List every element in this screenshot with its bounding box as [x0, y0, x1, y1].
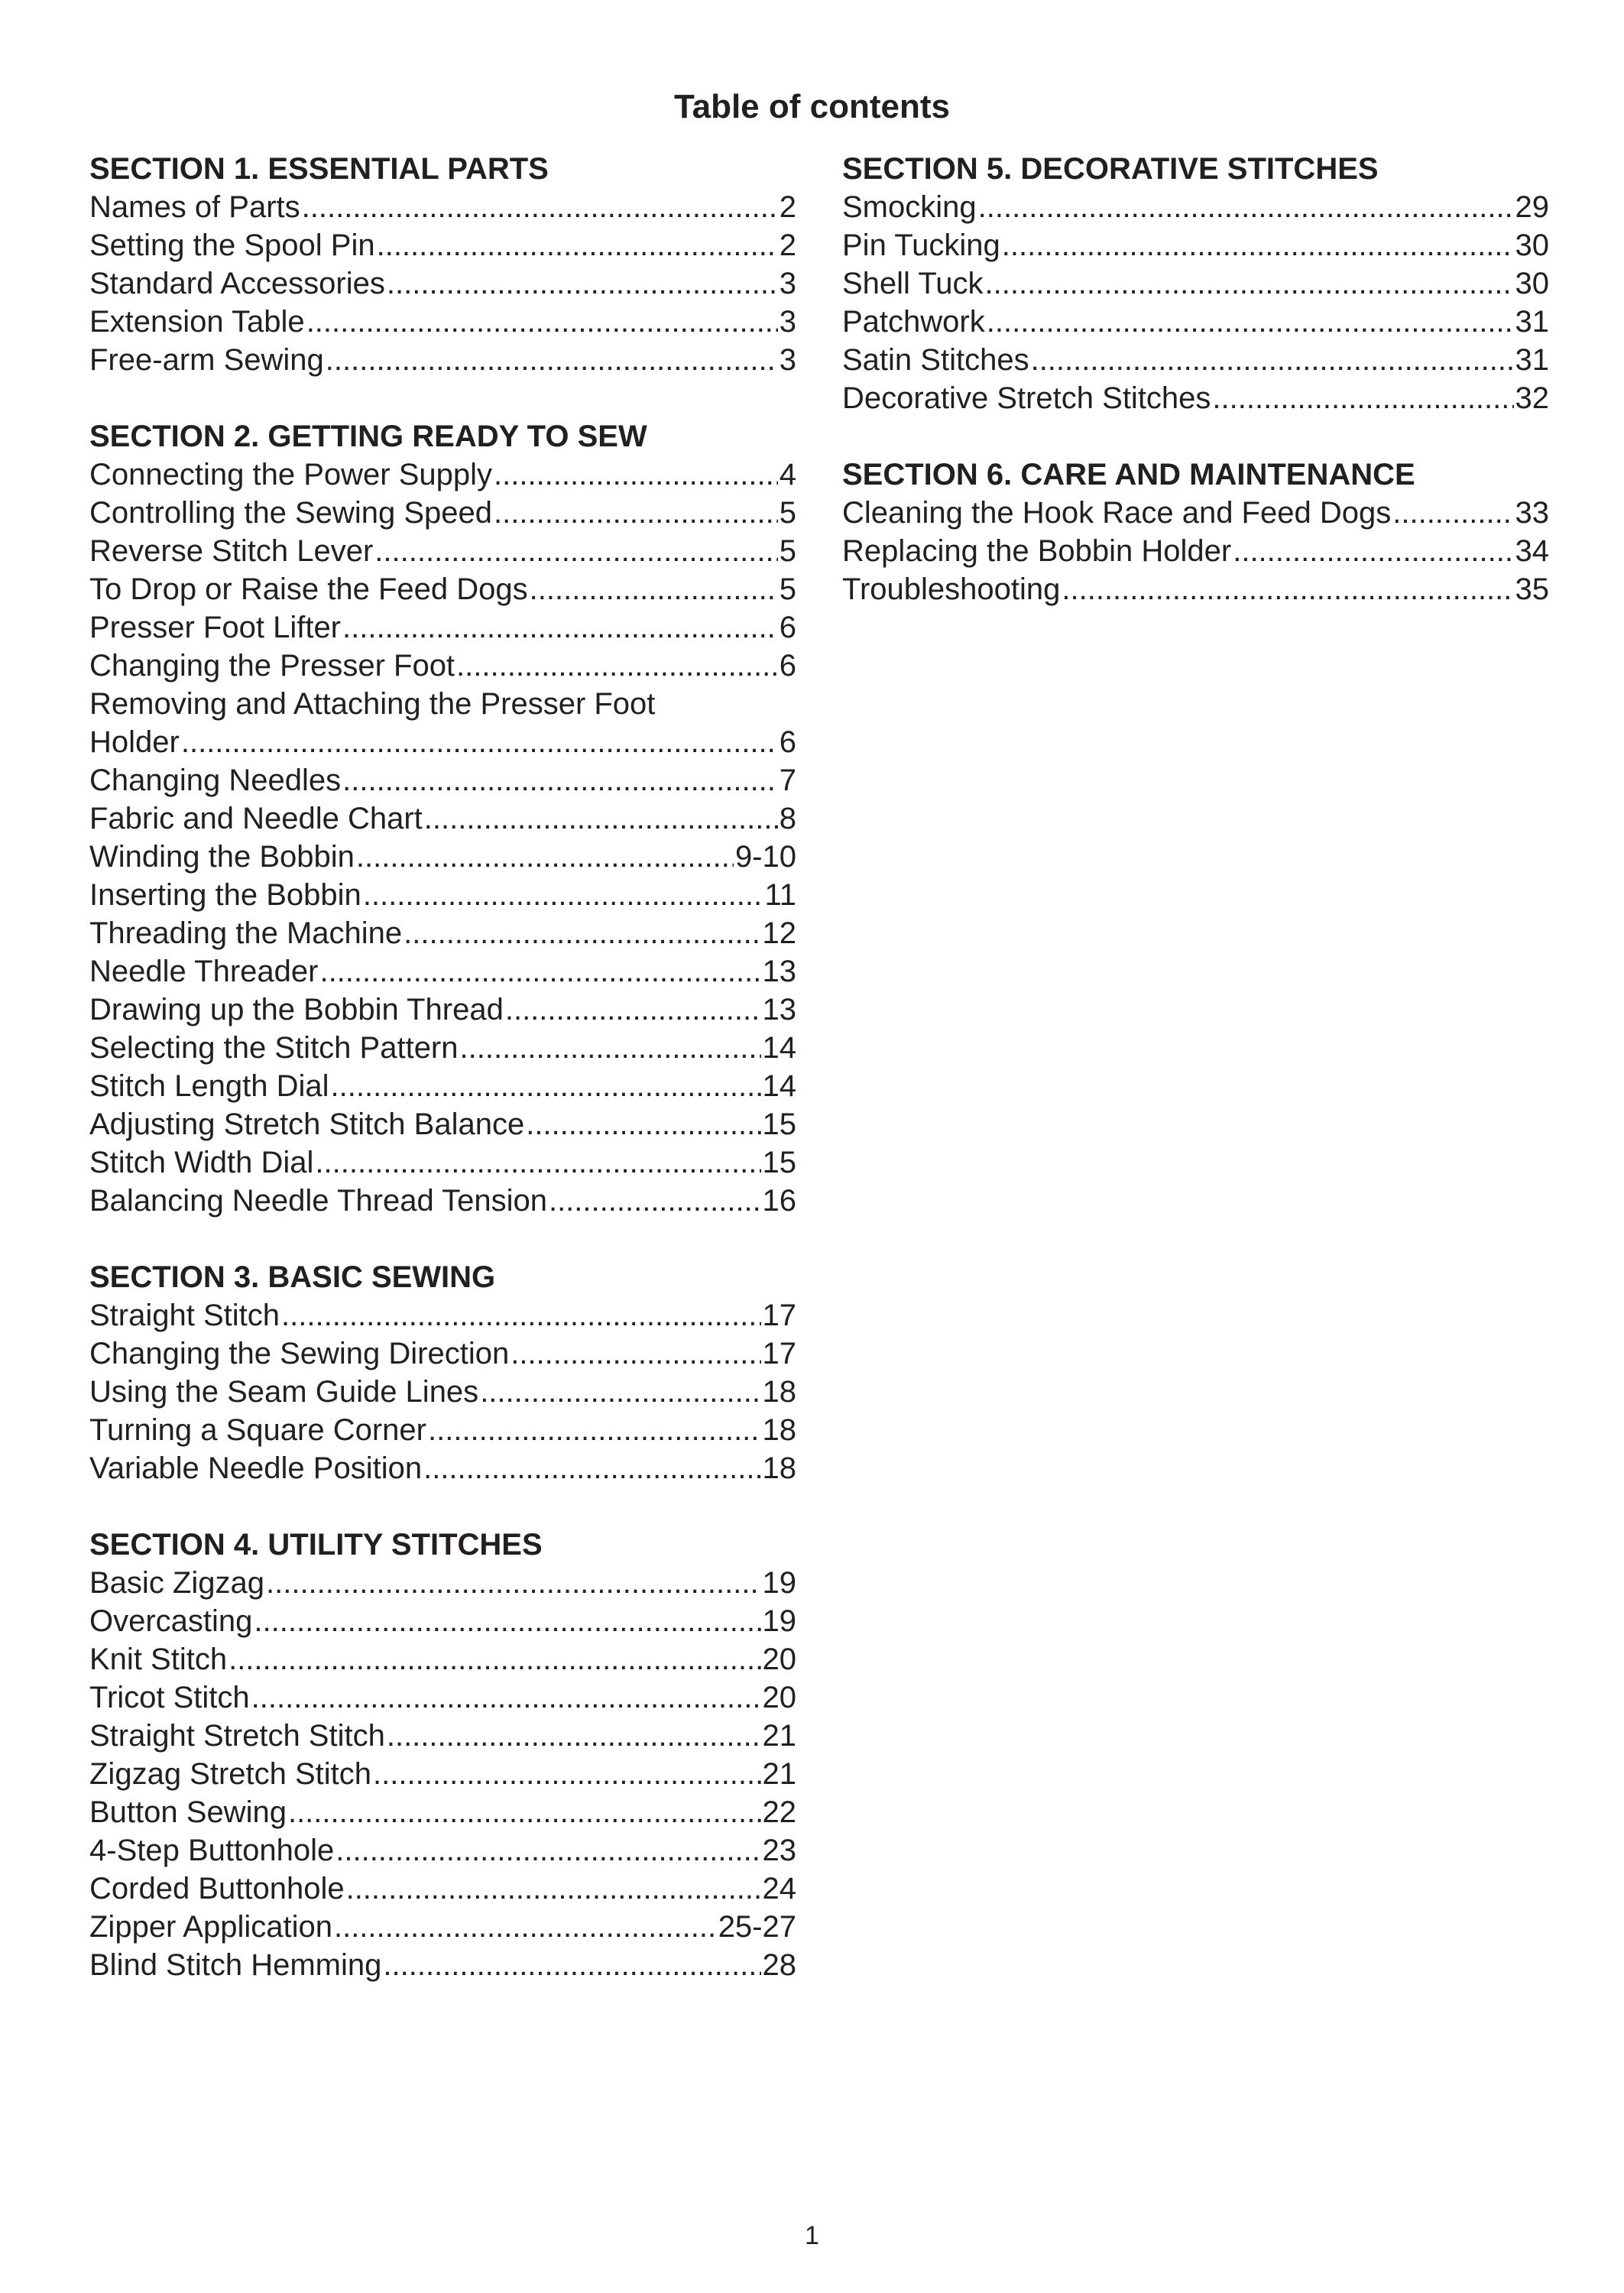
- toc-entry-title: Smocking: [842, 190, 977, 224]
- toc-entry[interactable]: [89, 1067, 796, 1105]
- toc-entry[interactable]: [89, 1717, 796, 1755]
- toc-entry[interactable]: [89, 1678, 796, 1717]
- dot-leader: [511, 1335, 760, 1373]
- toc-entry-page: 34: [1515, 534, 1549, 568]
- toc-entry-page: 28: [762, 1948, 796, 1982]
- toc-entry-page: 12: [762, 916, 796, 950]
- toc-entry[interactable]: [89, 1029, 796, 1067]
- toc-entry-page: 31: [1515, 343, 1549, 377]
- toc-entry-page: 5: [779, 534, 796, 568]
- toc-entry-title: Turning a Square Corner: [89, 1413, 426, 1447]
- toc-entry-title: Fabric and Needle Chart: [89, 802, 423, 835]
- toc-entry-page: 21: [762, 1757, 796, 1791]
- toc-entry-title: Stitch Length Dial: [89, 1069, 329, 1103]
- section-heading: SECTION 4. UTILITY STITCHES: [89, 1528, 543, 1562]
- dot-leader: [456, 647, 778, 685]
- toc-entry[interactable]: [89, 264, 796, 303]
- toc-section: [842, 456, 1549, 608]
- toc-entry[interactable]: [842, 226, 1549, 264]
- toc-entry[interactable]: [89, 991, 796, 1029]
- toc-entry-title: Balancing Needle Thread Tension: [89, 1184, 547, 1218]
- dot-leader: [424, 799, 778, 838]
- toc-entry-title: Controlling the Sewing Speed: [89, 496, 493, 530]
- toc-entry-title: Presser Foot Lifter: [89, 611, 342, 644]
- toc-entry-page: 18: [762, 1375, 796, 1409]
- toc-entry[interactable]: [89, 761, 796, 799]
- dot-leader: [302, 188, 778, 226]
- toc-entry-page: 17: [762, 1299, 796, 1332]
- toc-entry[interactable]: [842, 188, 1549, 226]
- toc-section: [89, 150, 796, 379]
- toc-entry-page: 14: [762, 1031, 796, 1065]
- toc-entry[interactable]: [89, 303, 796, 341]
- toc-entry-title: Stitch Width Dial: [89, 1146, 314, 1179]
- toc-entry[interactable]: [89, 188, 796, 226]
- dot-leader: [281, 1296, 760, 1335]
- toc-entry-page: 33: [1515, 496, 1549, 530]
- toc-entry-page: 20: [762, 1681, 796, 1714]
- toc-entry[interactable]: [89, 1411, 796, 1449]
- toc-entry-title: Threading the Machine: [89, 916, 403, 950]
- toc-entry-title: To Drop or Raise the Feed Dogs: [89, 572, 528, 606]
- toc-entry[interactable]: [89, 1373, 796, 1411]
- toc-entry[interactable]: [89, 1143, 796, 1182]
- dot-leader: [306, 303, 778, 341]
- toc-entry-page: 30: [1515, 267, 1549, 300]
- toc-entry[interactable]: [89, 570, 796, 608]
- dot-leader: [319, 952, 760, 991]
- toc-entry[interactable]: [89, 494, 796, 532]
- toc-entry-title: Blind Stitch Hemming: [89, 1948, 382, 1982]
- toc-entry-page: 3: [779, 343, 796, 377]
- toc-entry-title: Free-arm Sewing: [89, 343, 324, 377]
- toc-entry[interactable]: [842, 494, 1549, 532]
- toc-entry-page: 11: [764, 878, 796, 912]
- dot-leader: [251, 1678, 761, 1717]
- dot-leader: [387, 1717, 761, 1755]
- dot-leader: [346, 1870, 761, 1908]
- toc-entry-page: 7: [779, 764, 796, 797]
- dot-leader: [549, 1182, 761, 1220]
- toc-entry-title: Winding the Bobbin: [89, 840, 355, 874]
- toc-entry-page: 5: [779, 572, 796, 606]
- toc-entry-title: Connecting the Power Supply: [89, 458, 492, 491]
- toc-entry-page: 18: [762, 1451, 796, 1485]
- toc-entry[interactable]: [89, 914, 796, 952]
- toc-entry-title: Straight Stretch Stitch: [89, 1719, 385, 1753]
- dot-leader: [526, 1105, 760, 1143]
- toc-entry-title: Pin Tucking: [842, 229, 1000, 262]
- toc-entry[interactable]: [842, 532, 1549, 570]
- dot-leader: [315, 1143, 760, 1182]
- toc-entry[interactable]: [89, 838, 796, 876]
- toc-entry-title: Selecting the Stitch Pattern: [89, 1031, 459, 1065]
- dot-leader: [334, 1908, 717, 1946]
- toc-entry-page: 20: [762, 1643, 796, 1676]
- toc-entry[interactable]: [89, 1564, 796, 1602]
- dot-leader: [288, 1793, 761, 1831]
- toc-entry-title: Troubleshooting: [842, 572, 1061, 606]
- dot-leader: [985, 264, 1514, 303]
- toc-entry-page: 19: [762, 1604, 796, 1638]
- toc-entry-title: Straight Stitch: [89, 1299, 280, 1332]
- toc-left-column: [89, 150, 796, 2022]
- dot-leader: [342, 608, 778, 647]
- toc-entry-page: 29: [1515, 190, 1549, 224]
- toc-entry[interactable]: [89, 1793, 796, 1831]
- toc-entry-title: Variable Needle Position: [89, 1451, 423, 1485]
- toc-right-column: [842, 150, 1549, 647]
- toc-entry-page: 6: [779, 725, 796, 759]
- section-heading: SECTION 1. ESSENTIAL PARTS: [89, 152, 549, 186]
- toc-entry-title: Zipper Application: [89, 1910, 332, 1944]
- toc-entry-page: 22: [762, 1795, 796, 1829]
- dot-leader: [1233, 532, 1513, 570]
- toc-entry-title: Decorative Stretch Stitches: [842, 381, 1211, 415]
- toc-entry[interactable]: [89, 952, 796, 991]
- toc-entry-title: Adjusting Stretch Stitch Balance: [89, 1108, 525, 1141]
- dot-leader: [356, 838, 734, 876]
- dot-leader: [377, 226, 778, 264]
- toc-entry[interactable]: [89, 1449, 796, 1487]
- toc-entry-page: 25-27: [718, 1910, 796, 1944]
- toc-entry[interactable]: [89, 1335, 796, 1373]
- dot-leader: [1002, 226, 1514, 264]
- section-heading: SECTION 6. CARE AND MAINTENANCE: [842, 458, 1415, 491]
- toc-entry-title: Cleaning the Hook Race and Feed Dogs: [842, 496, 1392, 530]
- toc-entry-page: 6: [779, 611, 796, 644]
- toc-entry[interactable]: [89, 1296, 796, 1335]
- toc-entry-page: 24: [762, 1872, 796, 1905]
- toc-entry[interactable]: [89, 341, 796, 379]
- toc-entry-title: Setting the Spool Pin: [89, 229, 375, 262]
- toc-entry[interactable]: [89, 876, 796, 914]
- toc-entry[interactable]: [89, 1946, 796, 1984]
- toc-entry-page: 23: [762, 1834, 796, 1867]
- toc-entry[interactable]: [89, 1602, 796, 1640]
- toc-entry-title: Holder: [89, 725, 180, 759]
- dot-leader: [494, 494, 778, 532]
- toc-entry[interactable]: [89, 532, 796, 570]
- toc-entry-page: 6: [779, 649, 796, 683]
- dot-leader: [181, 723, 778, 761]
- toc-entry-page: 2: [779, 190, 796, 224]
- toc-entry-page: 15: [762, 1146, 796, 1179]
- dot-leader: [383, 1946, 760, 1984]
- dot-leader: [229, 1640, 760, 1678]
- toc-entry-page: 3: [779, 305, 796, 339]
- toc-entry-title: Tricot Stitch: [89, 1681, 250, 1714]
- toc-entry-page: 16: [762, 1184, 796, 1218]
- toc-entry-title: Standard Accessories: [89, 267, 385, 300]
- toc-entry-title: Needle Threader: [89, 955, 319, 988]
- dot-leader: [1031, 341, 1514, 379]
- toc-entry[interactable]: [89, 1908, 796, 1946]
- toc-entry-title: Satin Stitches: [842, 343, 1029, 377]
- toc-entry-title-line[interactable]: Removing and Attaching the Presser Foot: [89, 687, 656, 721]
- toc-entry-page: 8: [779, 802, 796, 835]
- dot-leader: [423, 1449, 760, 1487]
- toc-section: [89, 1526, 796, 1984]
- dot-leader: [342, 761, 778, 799]
- toc-entry-title: Changing Needles: [89, 764, 342, 797]
- toc-section: [842, 150, 1549, 417]
- toc-entry[interactable]: [89, 647, 796, 685]
- toc-entry-title: Using the Seam Guide Lines: [89, 1375, 479, 1409]
- section-heading: SECTION 2. GETTING READY TO SEW: [89, 420, 647, 453]
- dot-leader: [404, 914, 760, 952]
- toc-entry-title: Names of Parts: [89, 190, 300, 224]
- dot-leader: [266, 1564, 761, 1602]
- toc-entry-page: 19: [762, 1566, 796, 1600]
- toc-entry-page: 21: [762, 1719, 796, 1753]
- dot-leader: [1062, 570, 1513, 608]
- toc-section: [89, 417, 796, 1220]
- toc-entry[interactable]: [89, 226, 796, 264]
- toc-entry-title: Reverse Stitch Lever: [89, 534, 374, 568]
- toc-entry-title: Changing the Presser Foot: [89, 649, 455, 683]
- dot-leader: [428, 1411, 761, 1449]
- dot-leader: [494, 456, 778, 494]
- toc-entry-page: 31: [1515, 305, 1549, 339]
- toc-entry[interactable]: [842, 379, 1549, 417]
- page-title: Table of contents: [674, 88, 950, 125]
- toc-section: [89, 1258, 796, 1487]
- toc-entry[interactable]: [842, 303, 1549, 341]
- dot-leader: [326, 341, 778, 379]
- toc-entry-title: Overcasting: [89, 1604, 253, 1638]
- toc-entry-page: 35: [1515, 572, 1549, 606]
- toc-entry[interactable]: [89, 608, 796, 647]
- toc-entry-page: 4: [779, 458, 796, 491]
- toc-entry[interactable]: [89, 1870, 796, 1908]
- toc-entry-title: Corded Buttonhole: [89, 1872, 345, 1905]
- dot-leader: [1392, 494, 1513, 532]
- toc-entry-title: Replacing the Bobbin Holder: [842, 534, 1232, 568]
- toc-entry-page: 17: [762, 1337, 796, 1370]
- dot-leader: [505, 991, 761, 1029]
- toc-entry-page: 5: [779, 496, 796, 530]
- toc-entry[interactable]: [842, 264, 1549, 303]
- toc-entry-title: Extension Table: [89, 305, 305, 339]
- toc-entry-page: 2: [779, 229, 796, 262]
- toc-entry-title: Button Sewing: [89, 1795, 287, 1829]
- toc-entry-title: Shell Tuck: [842, 267, 984, 300]
- toc-entry[interactable]: [842, 570, 1549, 608]
- dot-leader: [480, 1373, 760, 1411]
- dot-leader: [363, 876, 763, 914]
- dot-leader: [387, 264, 778, 303]
- section-heading: SECTION 3. BASIC SEWING: [89, 1260, 496, 1294]
- toc-entry-page: 30: [1515, 229, 1549, 262]
- toc-entry[interactable]: [842, 341, 1549, 379]
- section-heading: SECTION 5. DECORATIVE STITCHES: [842, 152, 1379, 186]
- dot-leader: [254, 1602, 760, 1640]
- dot-leader: [987, 303, 1514, 341]
- toc-entry-title: Changing the Sewing Direction: [89, 1337, 510, 1370]
- dot-leader: [335, 1831, 760, 1870]
- toc-entry[interactable]: [89, 1182, 796, 1220]
- toc-entry-page: 32: [1515, 381, 1549, 415]
- toc-entry-page: 18: [762, 1413, 796, 1447]
- dot-leader: [331, 1067, 761, 1105]
- toc-entry[interactable]: [89, 1640, 796, 1678]
- toc-entry-page: 3: [779, 267, 796, 300]
- toc-entry-title: Inserting the Bobbin: [89, 878, 361, 912]
- toc-entry-page: 13: [762, 993, 796, 1026]
- dot-leader: [530, 570, 778, 608]
- toc-entry[interactable]: [89, 799, 796, 838]
- toc-entry[interactable]: [89, 1831, 796, 1870]
- dot-leader: [373, 1755, 760, 1793]
- toc-entry-page: 15: [762, 1108, 796, 1141]
- toc-entry-page: 14: [762, 1069, 796, 1103]
- toc-entry-page: 9-10: [734, 840, 796, 874]
- toc-entry-title: Patchwork: [842, 305, 985, 339]
- dot-leader: [978, 188, 1514, 226]
- toc-entry-title: Drawing up the Bobbin Thread: [89, 993, 504, 1026]
- toc-entry-title: 4-Step Buttonhole: [89, 1834, 335, 1867]
- toc-entry[interactable]: [89, 456, 796, 494]
- dot-leader: [460, 1029, 761, 1067]
- toc-entry-title: Zigzag Stretch Stitch: [89, 1757, 372, 1791]
- dot-leader: [374, 532, 777, 570]
- toc-entry-title: Knit Stitch: [89, 1643, 228, 1676]
- toc-entry[interactable]: [89, 723, 796, 761]
- toc-entry[interactable]: [89, 1755, 796, 1793]
- page-number: 1: [805, 2221, 819, 2250]
- toc-entry[interactable]: [89, 1105, 796, 1143]
- toc-entry-title: Basic Zigzag: [89, 1566, 264, 1600]
- toc-entry-page: 13: [762, 955, 796, 988]
- dot-leader: [1212, 379, 1513, 417]
